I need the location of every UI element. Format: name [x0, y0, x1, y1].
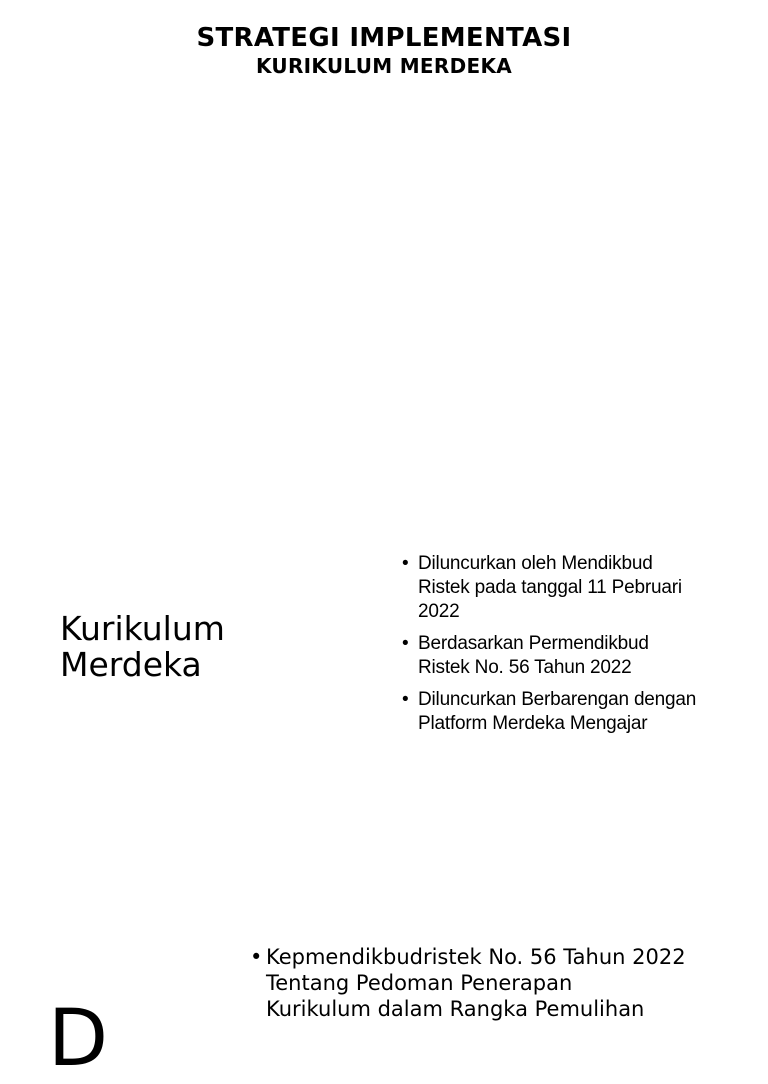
bullet-item [402, 632, 742, 680]
bullet-item [402, 688, 742, 736]
bullet-line: Platform Merdeka Mengajar [418, 713, 648, 734]
section-heading-kurikulum-merdeka [60, 611, 225, 683]
bullet-item [402, 552, 742, 624]
section-heading-line: Kurikulum [60, 609, 225, 648]
bullet-icon: • [402, 689, 409, 710]
section-heading-line: Merdeka [60, 645, 202, 684]
bullet-icon: • [402, 633, 409, 654]
section-heading-partial: D [48, 994, 109, 1084]
bullet-line: Diluncurkan oleh Mendikbud [418, 553, 653, 574]
bullet-line: Kurikulum dalam Rangka Pemulihan [266, 997, 645, 1021]
bullet-line: Ristek pada tanggal 11 Pebruari [418, 577, 682, 598]
bullet-icon: • [250, 945, 263, 969]
bullet-line: Berdasarkan Permendikbud [418, 633, 649, 654]
bullet-line: Diluncurkan Berbarengan dengan [418, 689, 697, 710]
bullet-line: Ristek No. 56 Tahun 2022 [418, 657, 632, 678]
bullet-line: 2022 [418, 601, 460, 622]
bullet-line: Tentang Pedoman Penerapan [266, 971, 573, 995]
bullet-line: Kepmendikbudristek No. 56 Tahun 2022 [266, 945, 686, 969]
page-subtitle: KURIKULUM MERDEKA [255, 54, 513, 78]
bullet-item [250, 944, 750, 1022]
title-block [0, 22, 768, 78]
page-title: STRATEGI IMPLEMENTASI [196, 23, 572, 53]
bullet-icon: • [402, 553, 409, 574]
bullet-list-kurikulum-merdeka [402, 552, 742, 744]
bullet-list-dasar-hukum [250, 944, 750, 1022]
